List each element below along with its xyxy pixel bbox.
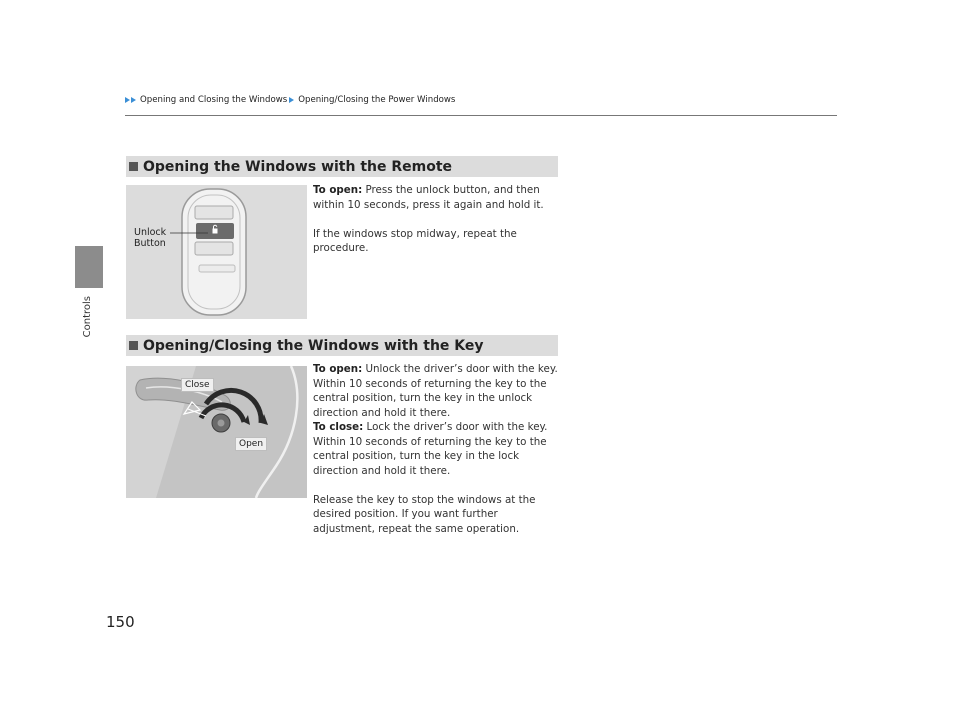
remote-figure — [126, 185, 307, 319]
to-open-text: Unlock the driver’s door with the key. Within 10 seconds of returning the key to the central position, turn the key in the unlock direction and hold it there. — [313, 363, 558, 419]
to-open-text: Press the unlock button, and then within 10 seconds, press it again and hold it. — [313, 184, 544, 211]
section-heading-key — [126, 335, 558, 356]
breadcrumb — [125, 95, 455, 105]
section1-body — [313, 183, 559, 256]
page-number: 150 — [106, 613, 135, 631]
section2-body — [313, 362, 559, 536]
door-lock-illustration — [126, 366, 307, 498]
breadcrumb-arrow-icon — [131, 97, 136, 103]
release-text: Release the key to stop the windows at the desired position. If you want further adjustment, repeat the same operation. — [313, 493, 536, 535]
section-square-icon — [129, 162, 138, 171]
open-callout-label: Open — [235, 437, 267, 451]
to-open-label: To open: — [313, 363, 363, 375]
breadcrumb-arrow-icon — [125, 97, 130, 103]
section-title: Opening the Windows with the Remote — [143, 158, 453, 175]
breadcrumb-level1[interactable]: Opening and Closing the Windows — [140, 95, 288, 105]
door-key-figure — [126, 366, 307, 498]
breadcrumb-level2[interactable]: Opening/Closing the Power Windows — [298, 95, 456, 105]
remote-key-illustration — [126, 185, 307, 319]
section-heading-remote — [126, 156, 558, 177]
to-close-text: Lock the driver’s door with the key. Within 10 seconds of returning the key to the central position, turn the key in the lock direction and hold it there. — [313, 421, 548, 477]
side-tab-label[interactable]: Controls — [82, 296, 93, 338]
unlock-callout-label: Unlock — [134, 227, 167, 238]
header-divider — [125, 115, 837, 116]
remote-note: If the windows stop midway, repeat the procedure. — [313, 227, 517, 254]
close-callout-label: Close — [181, 378, 214, 392]
breadcrumb-arrow-icon — [289, 97, 294, 103]
to-close-label: To close: — [313, 421, 364, 433]
to-open-label: To open: — [313, 184, 363, 196]
button-callout-label: Button — [134, 238, 166, 249]
section-square-icon — [129, 341, 138, 350]
side-tab-marker — [75, 246, 103, 288]
section-title: Opening/Closing the Windows with the Key — [143, 337, 484, 354]
